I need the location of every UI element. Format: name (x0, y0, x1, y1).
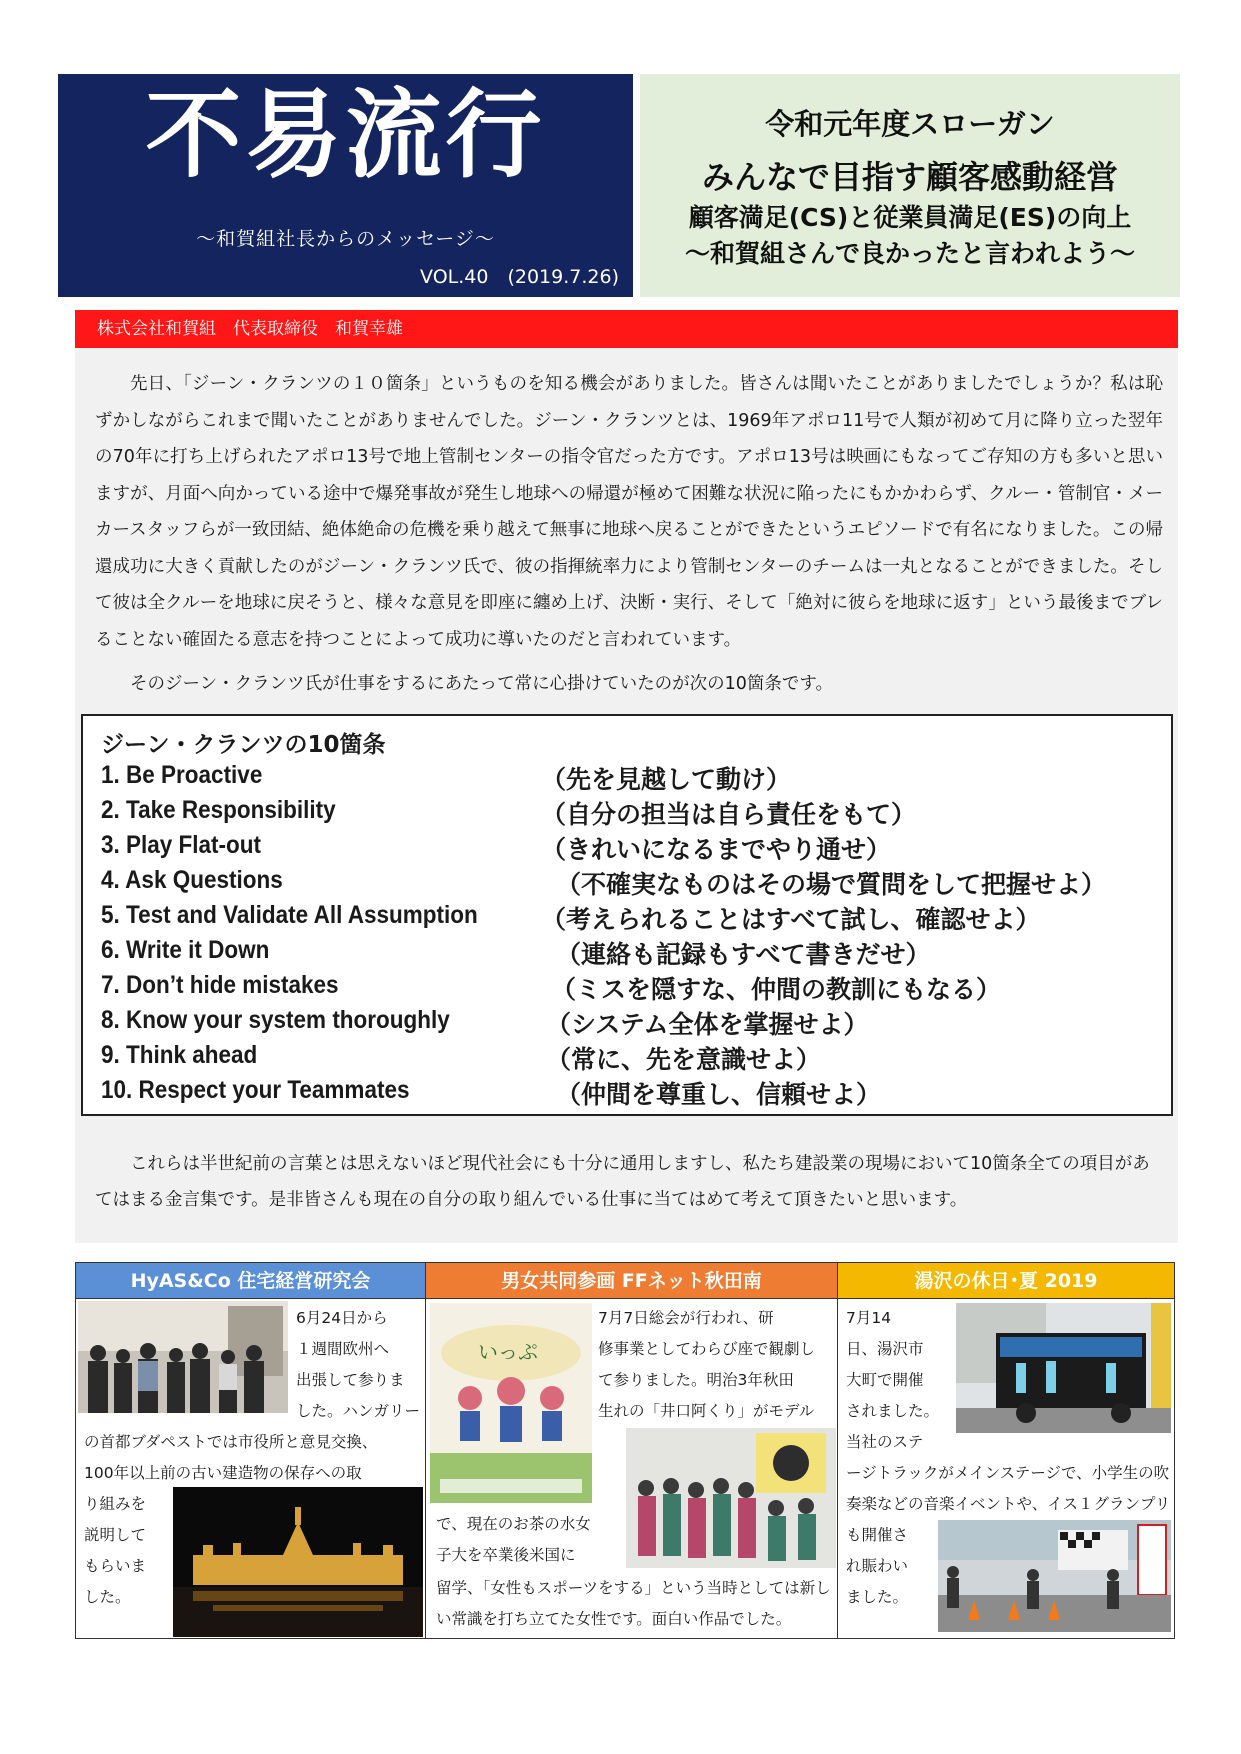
text-line: した。ハンガリー (296, 1402, 421, 1420)
play-poster-image (430, 1303, 592, 1503)
column-text-top (296, 1303, 424, 1427)
rule-japanese: （ミスを隠すな、仲間の教訓にもなる） (551, 975, 1002, 1004)
slogan-line-1: 令和元年度スローガン (765, 107, 1055, 141)
news-column-hyas (76, 1263, 425, 1638)
rule-japanese: （システム全体を掌握せよ） (546, 1010, 869, 1039)
text-line: もらいま (84, 1557, 147, 1575)
stage-truck-photo (956, 1303, 1171, 1433)
text-line: 7月14 (846, 1309, 892, 1327)
text-line: 日、湯沢市 (846, 1340, 924, 1358)
rule-japanese: （不確実なものはその場で質問をして把握せよ） (556, 870, 1107, 899)
slogan-box (640, 74, 1180, 297)
text-line: ージトラックがメインステージで、小学生の吹 (846, 1464, 1170, 1482)
text-line: で、現在のお茶の水女 (436, 1515, 591, 1533)
text-line: 生れの「井口阿くり」がモデル (598, 1402, 815, 1420)
column-text-top (846, 1303, 956, 1458)
text-line: り組みを (84, 1495, 147, 1513)
svg-text:いっぷ: いっぷ (478, 1340, 538, 1364)
rule-item (101, 935, 931, 970)
text-line: 6月24日から (296, 1309, 388, 1327)
column-heading: HyAS&Co 住宅経営研究会 (76, 1263, 425, 1299)
rule-english: 2. Take Responsibility (101, 796, 336, 824)
rule-item (101, 1040, 822, 1075)
text-line: 7月7日総会が行われ、研 (598, 1309, 774, 1327)
rule-item (101, 795, 917, 830)
text-line: 修事業としてわらび座で観劇し (598, 1340, 816, 1358)
text-line: した。 (84, 1588, 131, 1606)
text-line: れ賑わい (846, 1557, 909, 1575)
rule-english: 1. Be Proactive (101, 761, 263, 789)
article-lead: そのジーン・クランツ氏が仕事をするにあたって常に心掛けていたのが次の10箇条です。 (130, 674, 834, 694)
text-line: 子大を卒業後米国に (436, 1546, 576, 1564)
rule-item (101, 865, 1107, 900)
column-heading: 湯沢の休日･夏 2019 (838, 1263, 1174, 1299)
parliament-night-photo (173, 1487, 423, 1637)
rule-item (101, 970, 1002, 1005)
text-line: 説明して (84, 1526, 147, 1544)
rules-title: ジーン・クランツの10箇条 (101, 732, 386, 758)
column-text-top (598, 1303, 836, 1427)
news-column-ffnet (425, 1263, 837, 1638)
text-line: １週間欧州へ (296, 1340, 390, 1358)
rule-japanese: （考えられることはすべて試し、確認せよ） (541, 905, 1041, 934)
article (75, 348, 1178, 1243)
rule-english: 5. Test and Validate All Assumption (101, 901, 478, 929)
rule-item (101, 1075, 882, 1110)
newsletter-title: 不易流行 (145, 78, 546, 191)
column-heading: 男女共同参画 FFネット秋田南 (426, 1263, 837, 1299)
slogan-line-2: みんなで目指す顧客感動経営 (701, 158, 1118, 196)
rule-item (101, 830, 892, 865)
slogan-line-4: 〜和賀組さんで良かったと言われよう〜 (684, 239, 1135, 268)
text-line: も開催さ (846, 1526, 909, 1544)
rule-item (101, 760, 792, 795)
event-race-photo (938, 1520, 1171, 1632)
slogan-line-3: 顧客満足(CS)と従業員満足(ES)の向上 (688, 203, 1132, 232)
rule-item (101, 1005, 869, 1040)
article-outro: これらは半世紀前の言葉とは思えないほど現代社会にも十分に通用しますし、私たち建設業の現場において10箇条全ての項目があてはまる金言集です。是非皆さんも現在の自分の取り組んでいる仕事に当てはめて考えて頂きたいと思います。 (95, 1154, 1150, 1210)
column-text-side (846, 1520, 936, 1613)
column-text-side (84, 1489, 174, 1613)
rule-english: 6. Write it Down (101, 936, 270, 964)
column-text-side (436, 1509, 626, 1571)
column-text-full (846, 1458, 1174, 1520)
text-line: されました。 (846, 1402, 940, 1420)
text-line: い常識を打ち立てた女性です。面白い作品でした。 (436, 1610, 792, 1628)
text-line: 大町で開催 (846, 1371, 924, 1389)
text-line: 出張して参りま (296, 1371, 405, 1389)
rule-english: 10. Respect your Teammates (101, 1076, 410, 1104)
news-columns (75, 1262, 1175, 1639)
rule-english: 4. Ask Questions (101, 866, 283, 894)
article-intro: 先日、「ジーン・クランツの１０箇条」というものを知る機会がありました。皆さんは聞いたことがありましたでしょうか？私は恥ずかしながらこれまで聞いたことがありませんでした。ジーン・クランツとは、1969年アポロ11号で人類が初めて月に降り立った翌年の70年に打ち上げられたアポロ13号で地上管制センターの指令官だった方です。アポロ13号は映画にもなってご存知の方も多いと思いますが、月面へ向かっている途中で爆発事故が発生し地球への帰還が極めて困難な状況に陥ったにもかかわらず、クルー・管制官・メーカースタッフらが一致団結、絶体絶命の危機を乗り越えて無事に地球へ戻ることができたというエピソードで有名になりました。この帰還成功に大きく貢献したのがジーン・クランツ氏で、彼の指揮統率力により管制センターのチームは一丸となることができました。そして彼は全クルーを地球に戻そうと、様々な意見を即座に纏め上げ、決断・実行、そして「絶対に彼らを地球に返す」という最後までブレることない確固たる意志を持つことによって成功に導いたのだと言われています。 (95, 374, 1163, 650)
column-text-full (84, 1427, 424, 1489)
column-text-full (436, 1573, 836, 1635)
rule-english: 3. Play Flat-out (101, 831, 262, 859)
text-line: 当社のステ (846, 1433, 924, 1451)
newsletter-subtitle: 〜和賀組社長からのメッセージ〜 (196, 228, 495, 250)
news-column-yuzawa (837, 1263, 1174, 1638)
rule-english: 9. Think ahead (101, 1041, 258, 1069)
rules-box (81, 714, 1173, 1116)
rule-japanese: （先を見越して動け） (541, 765, 792, 794)
rule-japanese: （自分の担当は自ら責任をもて） (541, 800, 917, 829)
text-line: て参りました。明治3年秋田 (598, 1371, 794, 1389)
text-line: の首都ブダペストでは市役所と意見交換、 (84, 1433, 378, 1451)
volume-date: VOL.40 (2019.7.26) (420, 266, 619, 288)
rule-japanese: （仲間を尊重し、信頼せよ） (556, 1080, 882, 1109)
text-line: 奏楽などの音楽イベントや、イス１グランプリ (846, 1495, 1171, 1513)
rule-item (101, 900, 1041, 935)
masthead (58, 74, 633, 297)
text-line: ました。 (846, 1588, 909, 1606)
group-theater-photo (626, 1428, 836, 1568)
text-line: 留学、「女性もスポーツをする」という当時としては新し (436, 1579, 831, 1597)
text-line: 100年以上前の古い建造物の保存への取 (84, 1464, 362, 1482)
rule-japanese: （きれいになるまでやり通せ） (541, 835, 892, 864)
group-street-photo (78, 1301, 288, 1413)
rule-english: 8. Know your system thoroughly (101, 1006, 450, 1034)
author-bar: 株式会社和賀組 代表取締役 和賀幸雄 (75, 310, 1178, 348)
rule-english: 7. Don’t hide mistakes (101, 971, 339, 999)
rule-japanese: （常に、先を意識せよ） (546, 1045, 822, 1074)
rule-japanese: （連絡も記録もすべて書きだせ） (556, 940, 931, 969)
